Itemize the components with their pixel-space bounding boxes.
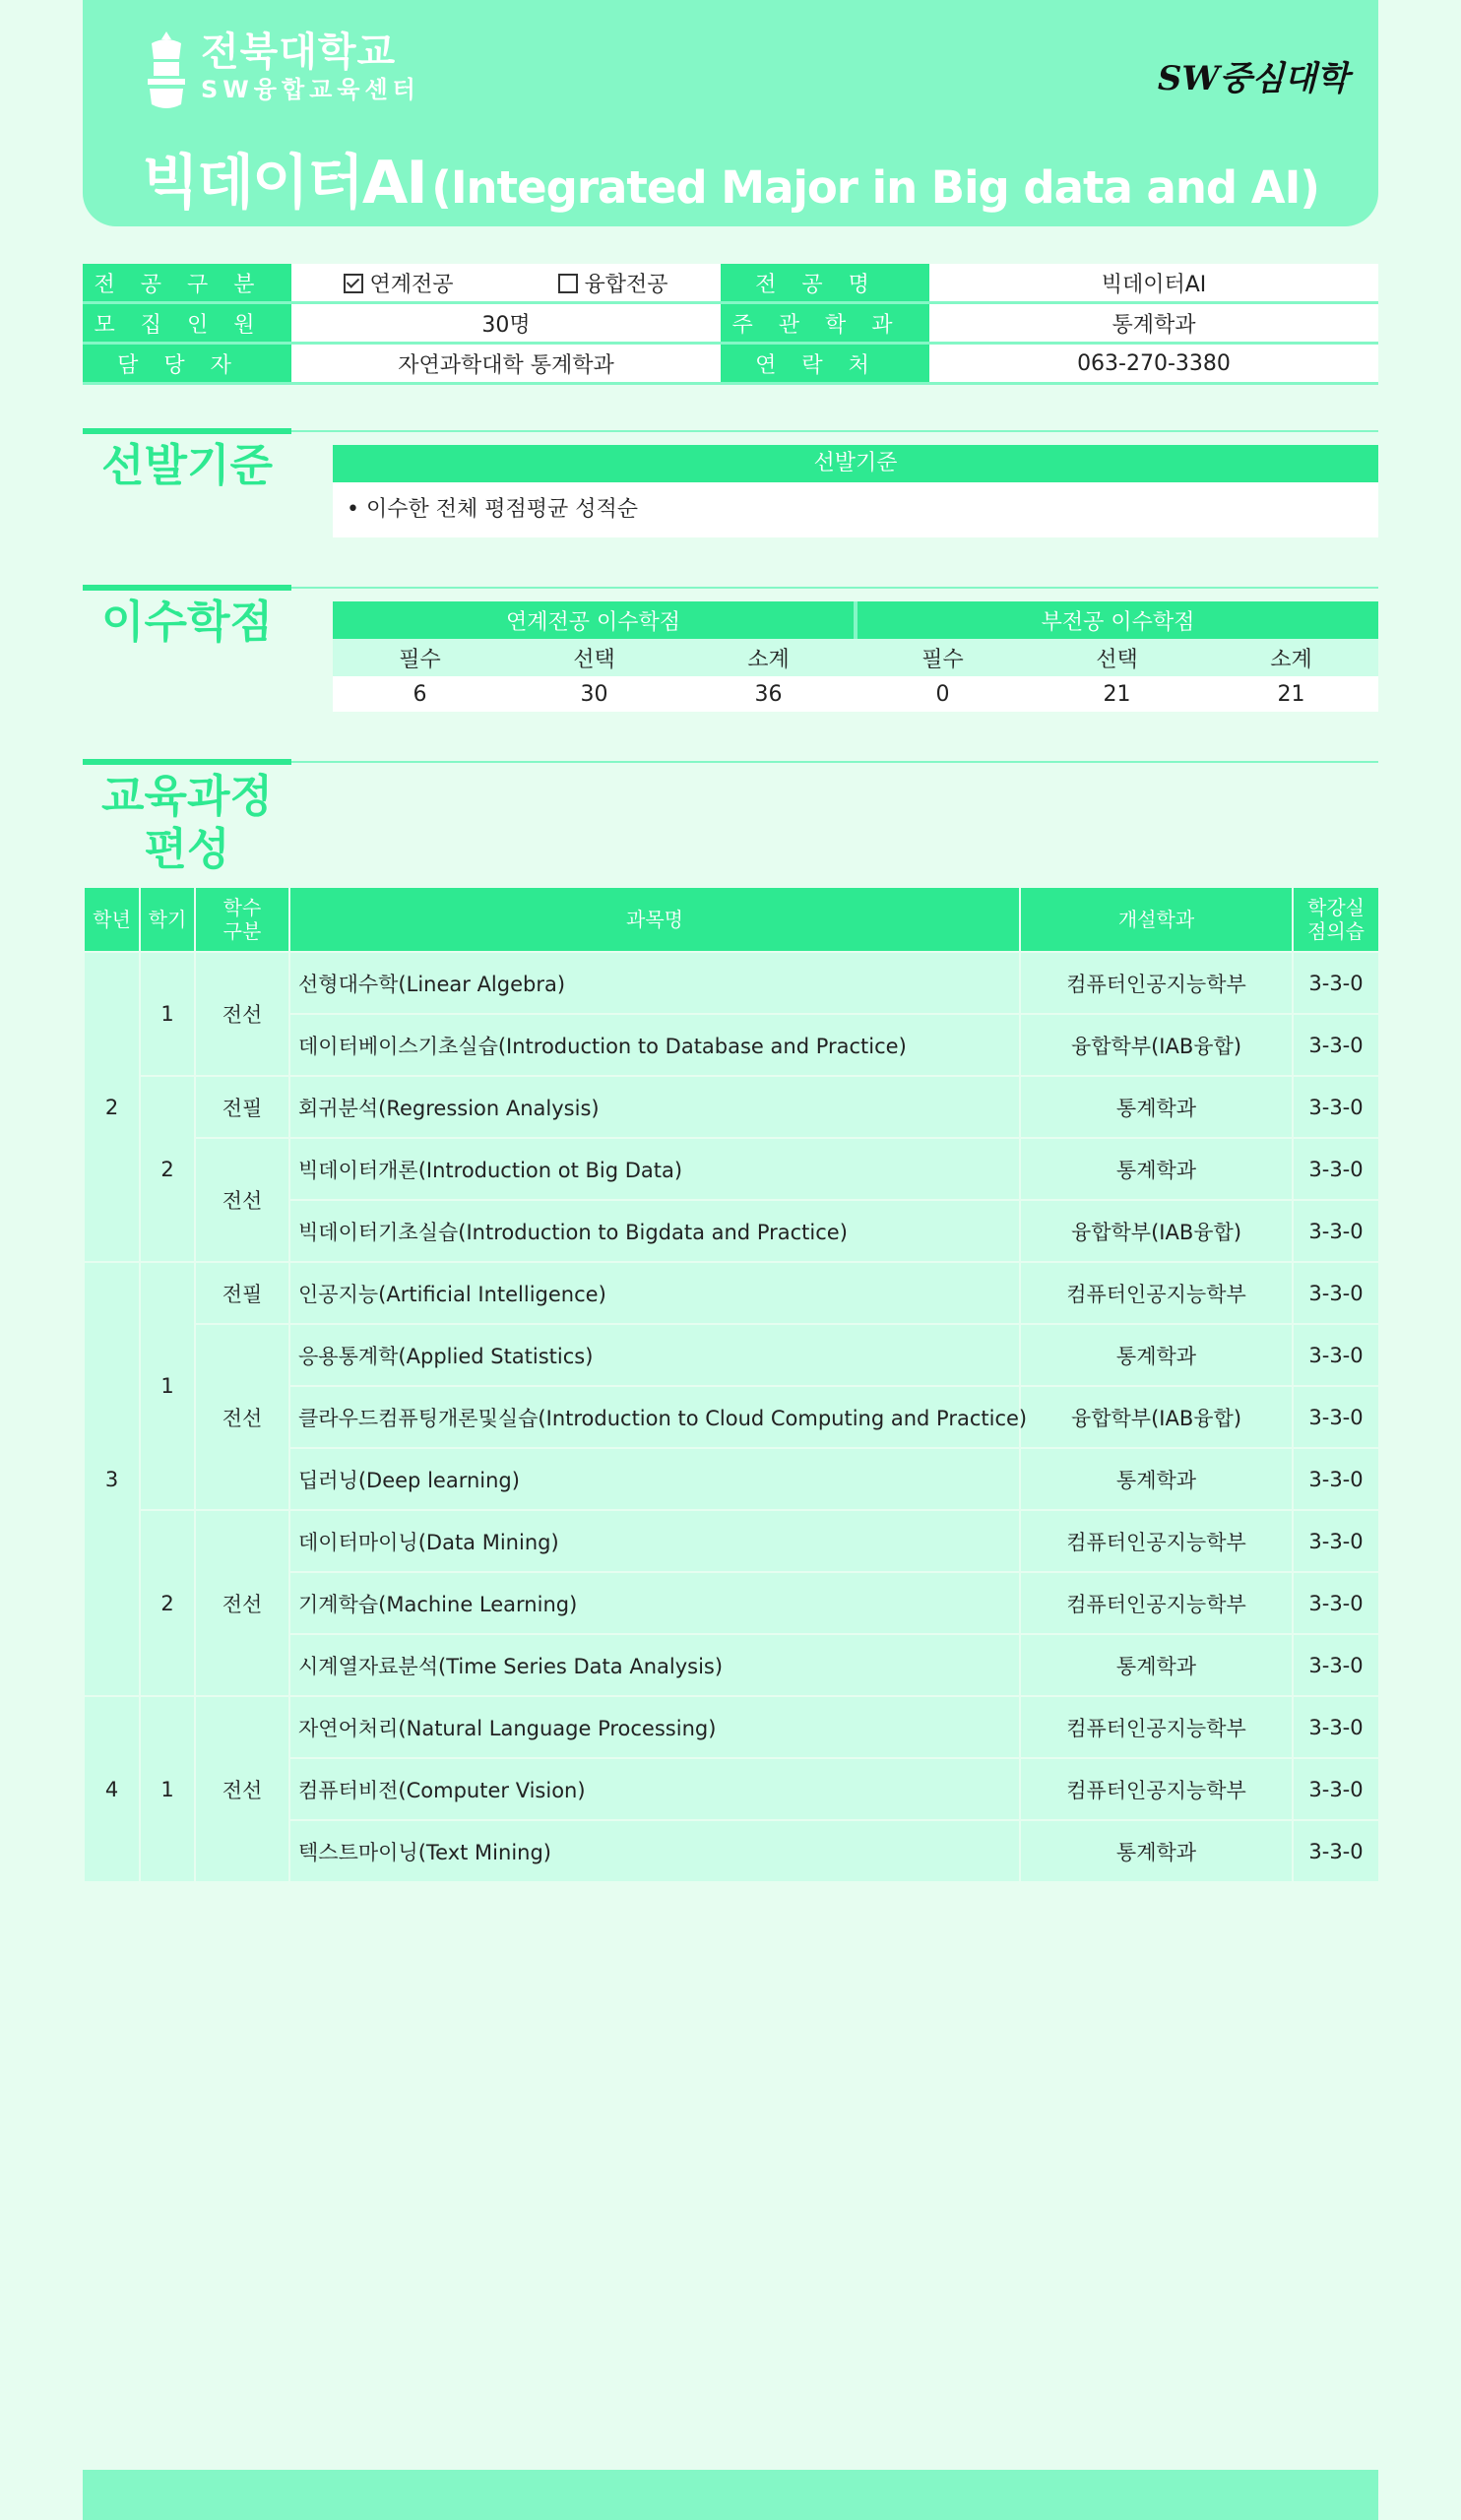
course-dept: 통계학과 — [1020, 1634, 1293, 1696]
course-dept: 융합학부(IAB융합) — [1020, 1200, 1293, 1262]
course-dept: 컴퓨터인공지능학부 — [1020, 1696, 1293, 1758]
semester-cell: 2 — [140, 1076, 195, 1262]
course-credit: 3-3-0 — [1293, 1696, 1379, 1758]
title-english: (Integrated Major in Big data and AI) — [431, 161, 1319, 214]
course-dept: 통계학과 — [1020, 1324, 1293, 1386]
contact-label: 연락처 — [721, 344, 929, 384]
year-cell: 3 — [84, 1262, 140, 1696]
section-divider — [291, 587, 1378, 589]
contact-value: 063-270-3380 — [929, 344, 1378, 384]
semester-cell: 2 — [140, 1510, 195, 1696]
option-converged-major[interactable]: 융합전공 — [506, 264, 721, 303]
credits-column-header-row — [333, 639, 1378, 676]
curriculum-header-row — [84, 887, 1379, 952]
course-name: 기계학습(Machine Learning) — [289, 1572, 1020, 1634]
course-credit: 3-3-0 — [1293, 1820, 1379, 1882]
course-type-cell: 전선 — [195, 1324, 289, 1510]
course-credit: 3-3-0 — [1293, 1572, 1379, 1634]
info-row — [83, 264, 1378, 303]
center-name: SW융합교육센터 — [201, 76, 420, 103]
col-header-department: 개설학과 — [1020, 887, 1293, 952]
credits-value: 21 — [1030, 676, 1204, 712]
curriculum-title-line1: 교육과정 — [101, 770, 273, 822]
university-name: 전북대학교 — [201, 30, 397, 75]
major-type-label: 전공구분 — [83, 264, 291, 303]
page-title — [83, 136, 1378, 220]
section-bar — [83, 428, 291, 434]
curriculum-table — [83, 886, 1380, 1883]
course-dept: 융합학부(IAB융합) — [1020, 1386, 1293, 1448]
course-name: 빅데이터기초실습(Introduction to Bigdata and Practice) — [289, 1200, 1020, 1262]
course-credit: 3-3-0 — [1293, 1138, 1379, 1200]
section-title-curriculum — [83, 770, 291, 876]
minor-credits-header: 부전공 이수학점 — [856, 601, 1378, 639]
course-dept: 통계학과 — [1020, 1820, 1293, 1882]
course-dept: 컴퓨터인공지능학부 — [1020, 1262, 1293, 1324]
col-header-year: 학년 — [84, 887, 140, 952]
linked-major-credits-header: 연계전공 이수학점 — [333, 601, 856, 639]
course-dept: 통계학과 — [1020, 1448, 1293, 1510]
credits-group-header-row — [333, 601, 1378, 639]
manager-value: 자연과학대학 통계학과 — [291, 344, 721, 384]
credits-col-header: 선택 — [1030, 639, 1204, 676]
course-dept: 컴퓨터인공지능학부 — [1020, 1510, 1293, 1572]
option-linked-major[interactable]: 연계전공 — [291, 264, 506, 303]
footer-band — [83, 2470, 1378, 2520]
curriculum-title-line2: 편성 — [144, 823, 230, 875]
selection-criteria-item: • 이수한 전체 평점평균 성적순 — [333, 482, 1378, 537]
course-name: 컴퓨터비전(Computer Vision) — [289, 1758, 1020, 1820]
table-row — [84, 1262, 1379, 1324]
university-logo — [144, 30, 420, 112]
credits-col-header: 필수 — [856, 639, 1030, 676]
semester-cell: 1 — [140, 1262, 195, 1510]
table-row — [84, 1076, 1379, 1138]
quota-value: 30명 — [291, 303, 721, 344]
course-name: 빅데이터개론(Introduction ot Big Data) — [289, 1138, 1020, 1200]
sw-college-logo: SW중심대학 — [1157, 59, 1349, 98]
manager-label: 담당자 — [83, 344, 291, 384]
host-dept-value: 통계학과 — [929, 303, 1378, 344]
course-dept: 컴퓨터인공지능학부 — [1020, 952, 1293, 1014]
title-korean: 빅데이터AI — [142, 149, 426, 218]
credits-col-header: 필수 — [333, 639, 507, 676]
col-header-course-name: 과목명 — [289, 887, 1020, 952]
course-type-cell: 전필 — [195, 1262, 289, 1324]
credits-value: 30 — [507, 676, 681, 712]
course-name: 텍스트마이닝(Text Mining) — [289, 1820, 1020, 1882]
major-name-value: 빅데이터AI — [929, 264, 1378, 303]
course-credit: 3-3-0 — [1293, 1324, 1379, 1386]
course-type-cell: 전선 — [195, 1510, 289, 1696]
credits-value: 6 — [333, 676, 507, 712]
course-name: 딥러닝(Deep learning) — [289, 1448, 1020, 1510]
section-divider — [291, 430, 1378, 432]
info-row — [83, 303, 1378, 344]
course-credit: 3-3-0 — [1293, 1014, 1379, 1076]
course-type-cell: 전선 — [195, 1696, 289, 1882]
course-name: 선형대수학(Linear Algebra) — [289, 952, 1020, 1014]
checkbox-icon — [558, 274, 578, 293]
course-name: 응용통계학(Applied Statistics) — [289, 1324, 1020, 1386]
course-name: 클라우드컴퓨팅개론및실습(Introduction to Cloud Computing and Practice) — [289, 1386, 1020, 1448]
semester-cell: 1 — [140, 1696, 195, 1882]
course-name: 데이터마이닝(Data Mining) — [289, 1510, 1020, 1572]
course-type-cell: 전필 — [195, 1076, 289, 1138]
host-dept-label: 주관학과 — [721, 303, 929, 344]
course-credit: 3-3-0 — [1293, 952, 1379, 1014]
course-credit: 3-3-0 — [1293, 1262, 1379, 1324]
credits-value-row — [333, 676, 1378, 712]
year-cell: 4 — [84, 1696, 140, 1882]
major-name-label: 전공명 — [721, 264, 929, 303]
section-divider — [291, 761, 1378, 763]
section-title-credits: 이수학점 — [101, 596, 273, 648]
course-name: 회귀분석(Regression Analysis) — [289, 1076, 1020, 1138]
col-header-course-type: 학수 구분 — [195, 887, 289, 952]
course-name: 시계열자료분석(Time Series Data Analysis) — [289, 1634, 1020, 1696]
course-dept: 컴퓨터인공지능학부 — [1020, 1758, 1293, 1820]
info-row — [83, 344, 1378, 384]
credits-value: 21 — [1204, 676, 1378, 712]
quota-label: 모집인원 — [83, 303, 291, 344]
table-row — [84, 1138, 1379, 1200]
course-dept: 통계학과 — [1020, 1138, 1293, 1200]
table-row — [84, 1510, 1379, 1572]
credits-col-header: 선택 — [507, 639, 681, 676]
col-header-semester: 학기 — [140, 887, 195, 952]
table-row — [84, 952, 1379, 1014]
course-credit: 3-3-0 — [1293, 1200, 1379, 1262]
selection-criteria-header: 선발기준 — [333, 445, 1378, 482]
course-dept: 컴퓨터인공지능학부 — [1020, 1572, 1293, 1634]
course-credit: 3-3-0 — [1293, 1510, 1379, 1572]
section-bar — [83, 759, 291, 765]
course-type-cell: 전선 — [195, 952, 289, 1076]
col-header-credits: 학강실 점의습 — [1293, 887, 1379, 952]
checked-box-icon — [344, 274, 363, 293]
year-cell: 2 — [84, 952, 140, 1262]
course-type-cell: 전선 — [195, 1138, 289, 1262]
course-dept: 융합학부(IAB융합) — [1020, 1014, 1293, 1076]
credits-value: 36 — [681, 676, 856, 712]
course-credit: 3-3-0 — [1293, 1758, 1379, 1820]
credits-col-header: 소계 — [1204, 639, 1378, 676]
major-info-table — [83, 264, 1378, 385]
course-credit: 3-3-0 — [1293, 1448, 1379, 1510]
credits-col-header: 소계 — [681, 639, 856, 676]
course-credit: 3-3-0 — [1293, 1634, 1379, 1696]
selection-criteria-box — [333, 445, 1378, 537]
course-dept: 통계학과 — [1020, 1076, 1293, 1138]
table-row — [84, 1324, 1379, 1386]
course-name: 인공지능(Artificial Intelligence) — [289, 1262, 1020, 1324]
section-bar — [83, 585, 291, 591]
course-credit: 3-3-0 — [1293, 1386, 1379, 1448]
course-name: 자연어처리(Natural Language Processing) — [289, 1696, 1020, 1758]
course-credit: 3-3-0 — [1293, 1076, 1379, 1138]
credits-value: 0 — [856, 676, 1030, 712]
table-row — [84, 1696, 1379, 1758]
university-emblem-icon — [144, 30, 189, 112]
semester-cell: 1 — [140, 952, 195, 1076]
section-title-selection: 선발기준 — [101, 439, 273, 491]
course-name: 데이터베이스기초실습(Introduction to Database and Practice) — [289, 1014, 1020, 1076]
header-banner — [83, 0, 1378, 226]
credits-table — [333, 601, 1378, 712]
